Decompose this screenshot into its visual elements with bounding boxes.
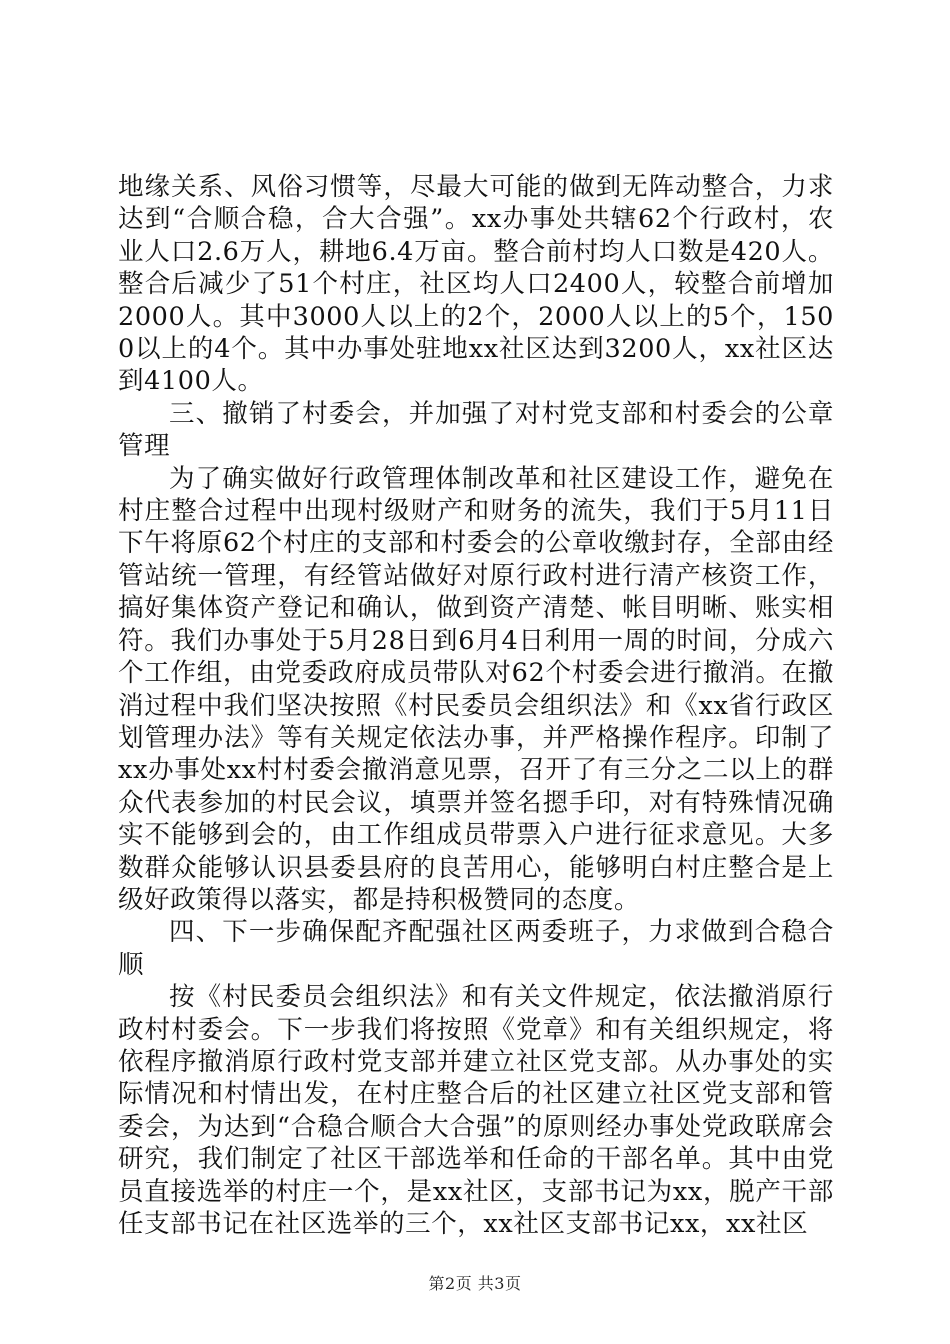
paragraph-population-stats: 地缘关系、风俗习惯等，尽最大可能的做到无阵动整合，力求达到“合顺合稳，合大合强”。xx办事处共辖62个行政村，农业人口2.6万人，耕地6.4万亩。整合前村均人口数是420人。整合后减少了51个村庄，社区均人口2400人，较整合前增加2000人。其中3000人以上的2个，2000人以上的5个，1500以上的4个。其中办事处驻地xx社区达到3200人，xx社区达到4100人。 xyxy=(118,172,834,397)
section-heading-3: 三、撤销了村委会，并加强了对村党支部和村委会的公章管理 xyxy=(118,398,834,462)
page-number-footer: 第2页 共3页 xyxy=(428,1274,522,1293)
paragraph-seal-management: 为了确实做好行政管理体制改革和社区建设工作，避免在村庄整合过程中出现村级财产和财务的流失，我们于5月11日下午将原62个村庄的支部和村委会的公章收缴封存，全部由经管站统一管理，有经管站做好对原行政村进行清产核资工作，搞好集体资产登记和确认，做到资产清楚、帐目明晰、账实相符。我们办事处于5月28日到6月4日利用一周的时间，分成六个工作组，由党委政府成员带队对62个村委会进行撤消。在撤消过程中我们坚决按照《村民委员会组织法》和《xx省行政区划管理办法》等有关规定依法办事，并严格操作程序。印制了xx办事处xx村村委会撤消意见票，召开了有三分之二以上的群众代表参加的村民会议，填票并签名摁手印，对有特殊情况确实不能够到会的，由工作组成员带票入户进行征求意见。大多数群众能够认识县委县府的良苦用心，能够明白村庄整合是上级好政策得以落实，都是持积极赞同的态度。 xyxy=(118,463,834,915)
section-heading-4: 四、下一步确保配齐配强社区两委班子，力求做到合稳合顺 xyxy=(118,917,834,980)
document-body xyxy=(118,171,834,1240)
paragraph-community-committees: 按《村民委员会组织法》和有关文件规定，依法撤消原行政村村委会。下一步我们将按照《党章》和有关组织规定，将依程序撤消原行政村党支部并建立社区党支部。从办事处的实际情况和村情出发，在村庄整合后的社区建立社区党支部和管委会，为达到“合稳合顺合大合强”的原则经办事处党政联席会研究，我们制定了社区干部选举和任命的干部名单。其中由党员直接选举的村庄一个，是xx社区，支部书记为xx，脱产干部任支部书记在社区选举的三个，xx社区支部书记xx，xx社区 xyxy=(118,982,834,1239)
